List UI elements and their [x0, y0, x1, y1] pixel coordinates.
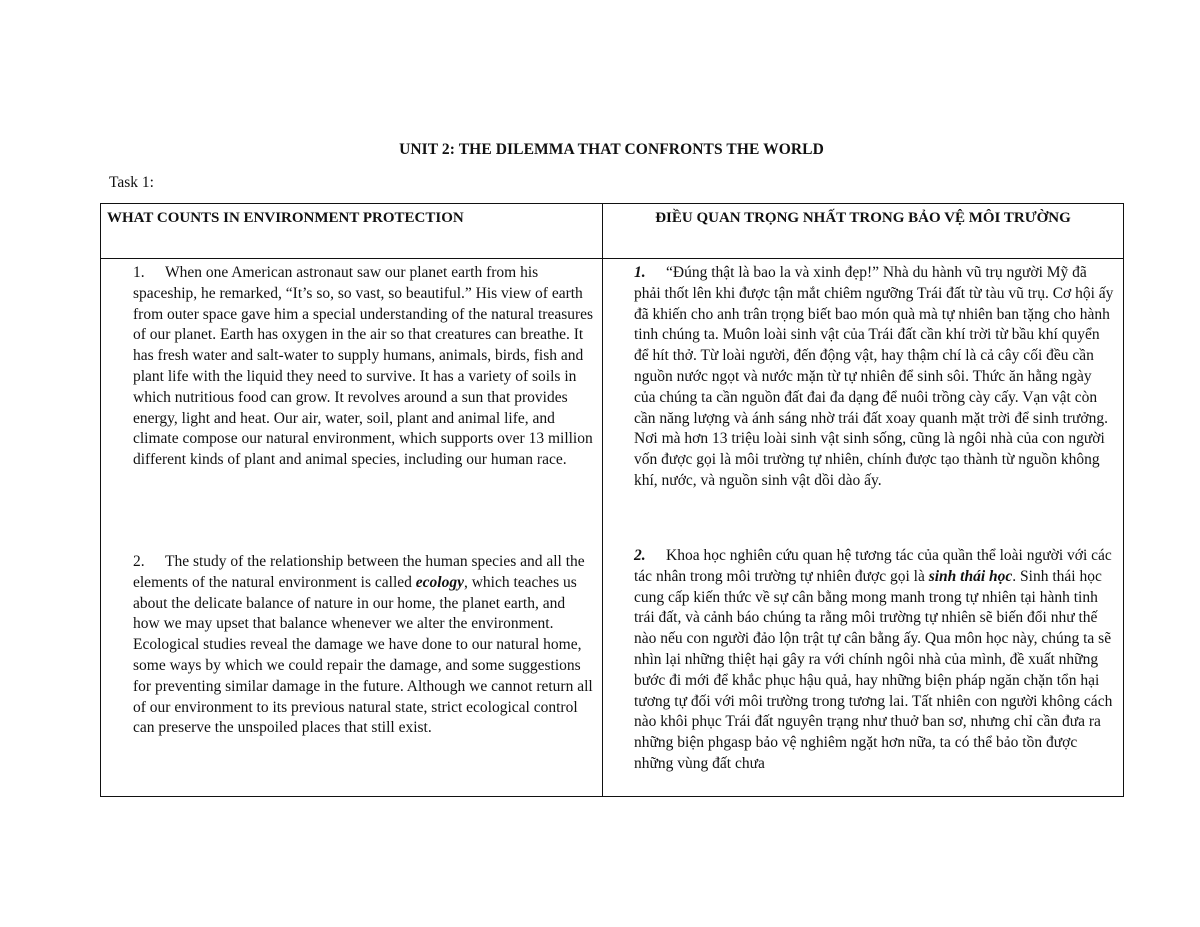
english-paragraph-2 — [133, 552, 594, 739]
emphasis-term: ecology — [415, 573, 464, 591]
task-label: Task 1: — [109, 174, 154, 191]
paragraph-number: 2. — [133, 553, 145, 570]
vietnamese-cell — [603, 259, 1124, 797]
document-title: UNIT 2: THE DILEMMA THAT CONFRONTS THE WORLD — [399, 141, 824, 158]
bilingual-table — [100, 203, 1124, 797]
paragraph-number: 2. — [634, 547, 646, 564]
table-row — [101, 259, 1124, 797]
emphasis-term: sinh thái học — [928, 567, 1013, 585]
paragraph-number: 1. — [634, 264, 646, 281]
paragraph-text: Khoa học nghiên cứu quan hệ tương tác của quần thể loài người với các tác nhân trong môi trường tự nhiên được gọi là — [634, 547, 1112, 585]
vietnamese-paragraph-1 — [634, 263, 1115, 546]
paragraph-text-continued: . Sinh thái học cung cấp kiến thức về sự cân bằng mong manh trong tự nhiên tại hành tinh trái đất, và cảnh báo chúng ta rằng môi trường tự nhiên sẽ biến đổi như thế nào nếu con người đảo lộn trật tự cân bằng ấy. Qua môn học này, chúng ta sẽ nhìn lại những thiệt hại gây ra với chính ngôi nhà của mình, đề xuất những bước đi mới để khắc phục hậu quả, hay những biện pháp ngăn chặn tổn hại tương tự đối với môi trường trong tương lai. Tất nhiên con người không cách nào khôi phục Trái đất nguyên trạng như thuở ban sơ, nhưng chỉ cần đưa ra những biện phgasp bảo vệ nghiêm ngặt hơn nữa, ta có thể bảo tồn được những vùng đất chưa — [634, 567, 1113, 772]
table-header-row — [101, 204, 1124, 259]
english-cell — [101, 259, 603, 797]
header-vietnamese: ĐIỀU QUAN TRỌNG NHẤT TRONG BẢO VỆ MÔI TRƯỜNG — [603, 204, 1124, 259]
english-paragraph-1 — [133, 263, 594, 552]
vietnamese-paragraph-2 — [634, 546, 1115, 775]
paragraph-text: When one American astronaut saw our planet earth from his spaceship, he remarked, “It’s so, so vast, so beautiful.” His view of earth from outer space gave him a special understanding of the natural treasures of our planet. Earth has oxygen in the air so that creatures can breathe. It has fresh water and salt-water to supply humans, animals, birds, fish and plant life with the liquid they need to survive. It has a variety of soils in which nutritious food can grow. It revolves around a sun that provides energy, light and heat. Our air, water, soil, plant and animal life, and climate compose our natural environment, which supports over 13 million different kinds of plant and animal species, including our human race. — [133, 264, 594, 469]
header-english: WHAT COUNTS IN ENVIRONMENT PROTECTION — [101, 204, 603, 259]
paragraph-number: 1. — [133, 264, 145, 281]
paragraph-text: “Đúng thật là bao la và xinh đẹp!” Nhà du hành vũ trụ người Mỹ đã phải thốt lên khi được tận mắt chiêm ngưỡng Trái đất từ tàu vũ trụ. Cơ hội ấy đã khiến cho anh trân trọng biết bao món quà mà tự nhiên ban tặng cho hành tinh chúng ta. Muôn loài sinh vật của Trái đất cần khí trời từ bầu khí quyển để hít thở. Từ loài người, đến động vật, hay thậm chí là cả cây cối đều cần nguồn nước ngọt và nước mặn từ tự nhiên để sinh sôi. Thức ăn hằng ngày của chúng ta cần nguồn đất đai đa dạng để nuôi trồng cày cấy. Vạn vật còn cần năng lượng và ánh sáng nhờ trái đất xoay quanh mặt trời để sinh trưởng. Nơi mà hơn 13 triệu loài sinh vật sinh sống, cũng là ngôi nhà của con người vốn được gọi là môi trường tự nhiên, chính được tạo thành từ nguồn không khí, nước, và nguồn sinh vật dồi dào ấy. — [634, 264, 1114, 489]
paragraph-text: The study of the relationship between the human species and all the elements of the natural environment is called — [133, 553, 585, 591]
paragraph-text-continued: , which teaches us about the delicate balance of nature in our home, the planet earth, and how we may upset that balance whenever we alter the environment. Ecological studies reveal the damage we have done to our natural home, some ways by which we could repair the damage, and some suggestions for preventing similar damage in the future. Although we cannot return all of our environment to its previous natural state, strict ecological control can preserve the unspoiled places that still exist. — [133, 573, 593, 737]
